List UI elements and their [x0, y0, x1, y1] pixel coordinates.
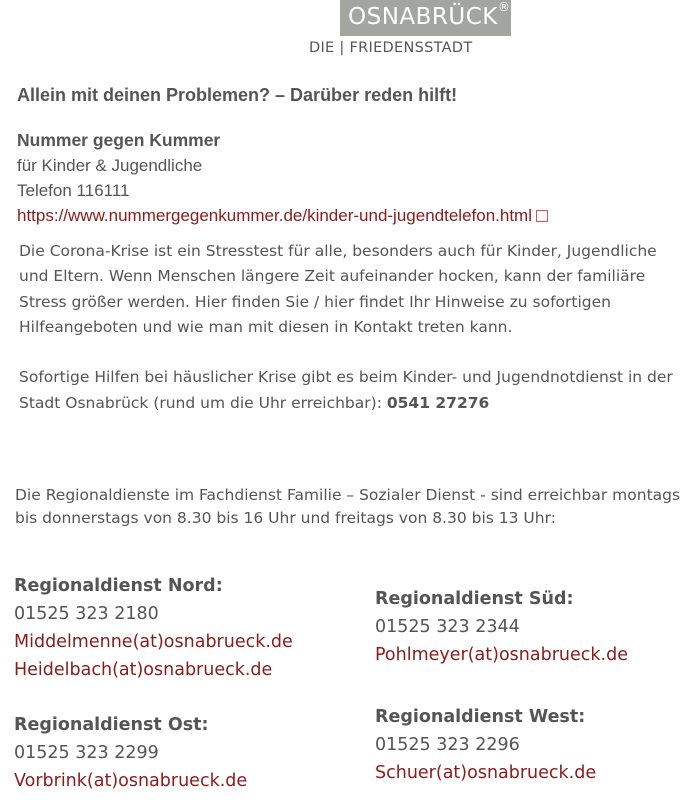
notdienst-phone: 0541 27276 — [386, 393, 490, 412]
regional-intro: Die Regionaldienste im Fachdienst Familie – Sozialer Dienst - sind erreichbar montags bis donnerstags von 8.30 bis 16 Uhr und freitags von 8.30 bis 13 Uhr: — [15, 486, 681, 527]
kummer-title: Nummer gegen Kummer — [17, 130, 221, 150]
kummer-phone: Telefon 116111 — [17, 181, 130, 200]
info-paragraph: Die Corona-Krise ist ein Stresstest für alle, besonders auch für Kinder, Jugendliche und Eltern. Wenn Menschen längere Zeit aufeinander hocken, kann der familiäre Stress größer werden. Hier finden Sie / hier findet Ihr Hinweise zu sofortigen Hilfeangeboten und wie man mit diesen in Kontakt treten kann. Sofortige Hilfen bei häuslicher Krise gibt es beim Kinder- und Jugendnotdienst in der Stadt Osnabrück (rund um die Uhr erreichbar): 0541 27276 — [19, 242, 673, 412]
email-link[interactable]: Middelmenne(at)osnabrueck.de — [14, 632, 293, 652]
kummer-block — [17, 128, 548, 228]
headline: Allein mit deinen Problemen? – Darüber reden hilft! — [17, 85, 458, 105]
region-sued: Regionaldienst Süd: 01525 323 2344 Pohlmeyer(at)osnabrueck.de — [375, 585, 628, 669]
region-west: Regionaldienst West: 01525 323 2296 Schuer(at)osnabrueck.de — [375, 703, 596, 787]
email-link[interactable]: Heidelbach(at)osnabrueck.de — [14, 660, 273, 680]
region-ost: Regionaldienst Ost: 01525 323 2299 Vorbrink(at)osnabrueck.de — [14, 711, 247, 795]
email-link[interactable]: Pohlmeyer(at)osnabrueck.de — [375, 645, 628, 665]
email-link[interactable]: Schuer(at)osnabrueck.de — [375, 763, 597, 783]
kummer-link[interactable]: https://www.nummergegenkummer.de/kinder-und-jugendtelefon.html — [17, 206, 548, 225]
tagline: DIE | FRIEDENSSTADT — [309, 40, 473, 56]
external-link-icon — [536, 210, 548, 222]
email-link[interactable]: Vorbrink(at)osnabrueck.de — [14, 771, 248, 791]
kummer-subtitle: für Kinder & Jugendliche — [17, 156, 203, 175]
registered-icon: ® — [497, 0, 511, 14]
region-nord: Regionaldienst Nord: 01525 323 2180 Middelmenne(at)osnabrueck.de Heidelbach(at)osnabrueck.de — [14, 572, 293, 684]
city-logo[interactable]: OSNABRÜCK® — [340, 0, 511, 36]
